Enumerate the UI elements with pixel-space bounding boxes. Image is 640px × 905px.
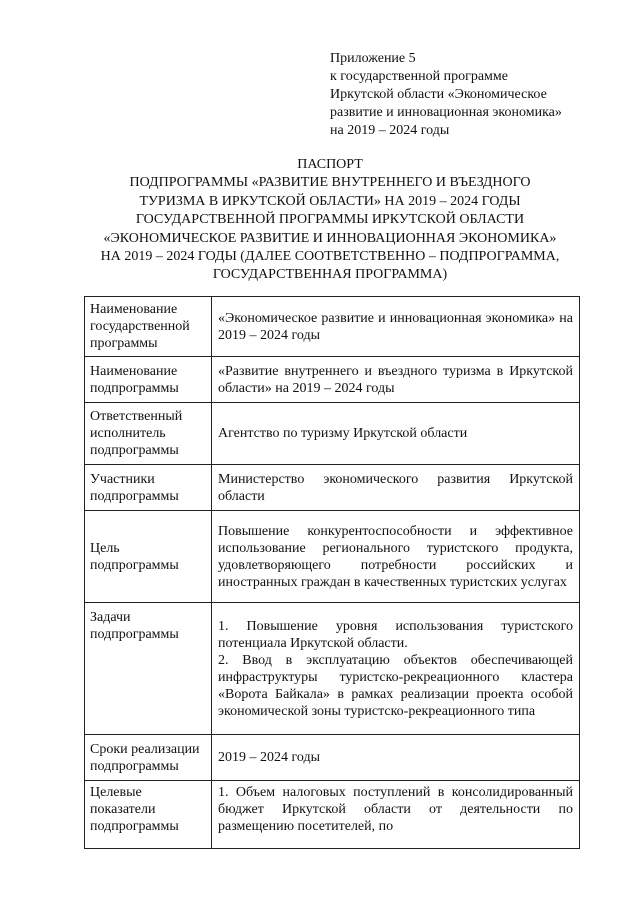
task-item: 1. Повышение уровня использования туристского потенциала Иркутской области. <box>218 618 573 651</box>
row-label: Сроки реализации подпрограммы <box>85 735 212 781</box>
heading-line: ГОСУДАРСТВЕННАЯ ПРОГРАММА) <box>212 267 448 283</box>
row-label: Цель подпрограммы <box>85 511 212 603</box>
row-value: Министерство экономического развития Иркутской области <box>212 465 580 511</box>
appendix-line: развитие и инновационная экономика» <box>330 105 562 120</box>
appendix-line: Приложение 5 <box>330 51 416 66</box>
table-row <box>85 465 580 511</box>
table-row <box>85 603 580 735</box>
document-heading <box>60 156 600 285</box>
row-value-text: 1. Объем налоговых поступлений в консолидированный бюджет Иркутской области от деятельности по размещению посетителей, по <box>218 785 573 834</box>
row-label: Наименование государственной программы <box>85 297 212 357</box>
table-row <box>85 781 580 849</box>
appendix-note <box>330 50 620 140</box>
table-row <box>85 297 580 357</box>
heading-line: ТУРИЗМА В ИРКУТСКОЙ ОБЛАСТИ» НА 2019 – 2024 ГОДЫ <box>139 193 521 209</box>
heading-line: ГОСУДАРСТВЕННОЙ ПРОГРАММЫ ИРКУТСКОЙ ОБЛАСТИ <box>135 212 525 228</box>
row-value: 2019 – 2024 годы <box>212 735 580 781</box>
task-item: 2. Ввод в эксплуатацию объектов обеспечивающей инфраструктуры туристско-рекреационного кластера «Ворота Байкала» в рамках реализации проекта особой экономической зоны туристско-рекреационного типа <box>218 652 573 719</box>
heading-line: ПАСПОРТ <box>297 157 363 172</box>
table-row <box>85 735 580 781</box>
row-value: «Развитие внутреннего и въездного туризма в Иркутской области» на 2019 – 2024 годы <box>212 357 580 403</box>
appendix-line: Иркутской области «Экономическое <box>330 87 547 102</box>
row-label: Участники подпрограммы <box>85 465 212 511</box>
heading-line: НА 2019 – 2024 ГОДЫ (ДАЛЕЕ СООТВЕТСТВЕННО – ПОДПРОГРАММА, <box>100 249 560 265</box>
row-label: Наименование подпрограммы <box>85 357 212 403</box>
heading-line: ПОДПРОГРАММЫ «РАЗВИТИЕ ВНУТРЕННЕГО И ВЪЕЗДНОГО <box>129 175 531 191</box>
table-row <box>85 511 580 603</box>
row-value: Повышение конкурентоспособности и эффективное использование регионального туристского продукта, удовлетворяющего потребности российских и иностранных граждан в качественных туристских услугах <box>212 511 580 603</box>
row-value <box>212 781 580 849</box>
appendix-line: к государственной программе <box>330 69 508 84</box>
row-label: Задачи подпрограммы <box>85 603 212 735</box>
appendix-line: на 2019 – 2024 годы <box>330 123 450 138</box>
row-label: Целевые показатели подпрограммы <box>85 781 212 849</box>
passport-table <box>84 296 580 849</box>
row-label: Ответственный исполнитель подпрограммы <box>85 403 212 465</box>
table-row <box>85 357 580 403</box>
row-value: «Экономическое развитие и инновационная экономика» на 2019 – 2024 годы <box>212 297 580 357</box>
row-value <box>212 603 580 735</box>
table-row <box>85 403 580 465</box>
heading-line: «ЭКОНОМИЧЕСКОЕ РАЗВИТИЕ И ИННОВАЦИОННАЯ ЭКОНОМИКА» <box>103 230 557 246</box>
row-value: Агентство по туризму Иркутской области <box>212 403 580 465</box>
